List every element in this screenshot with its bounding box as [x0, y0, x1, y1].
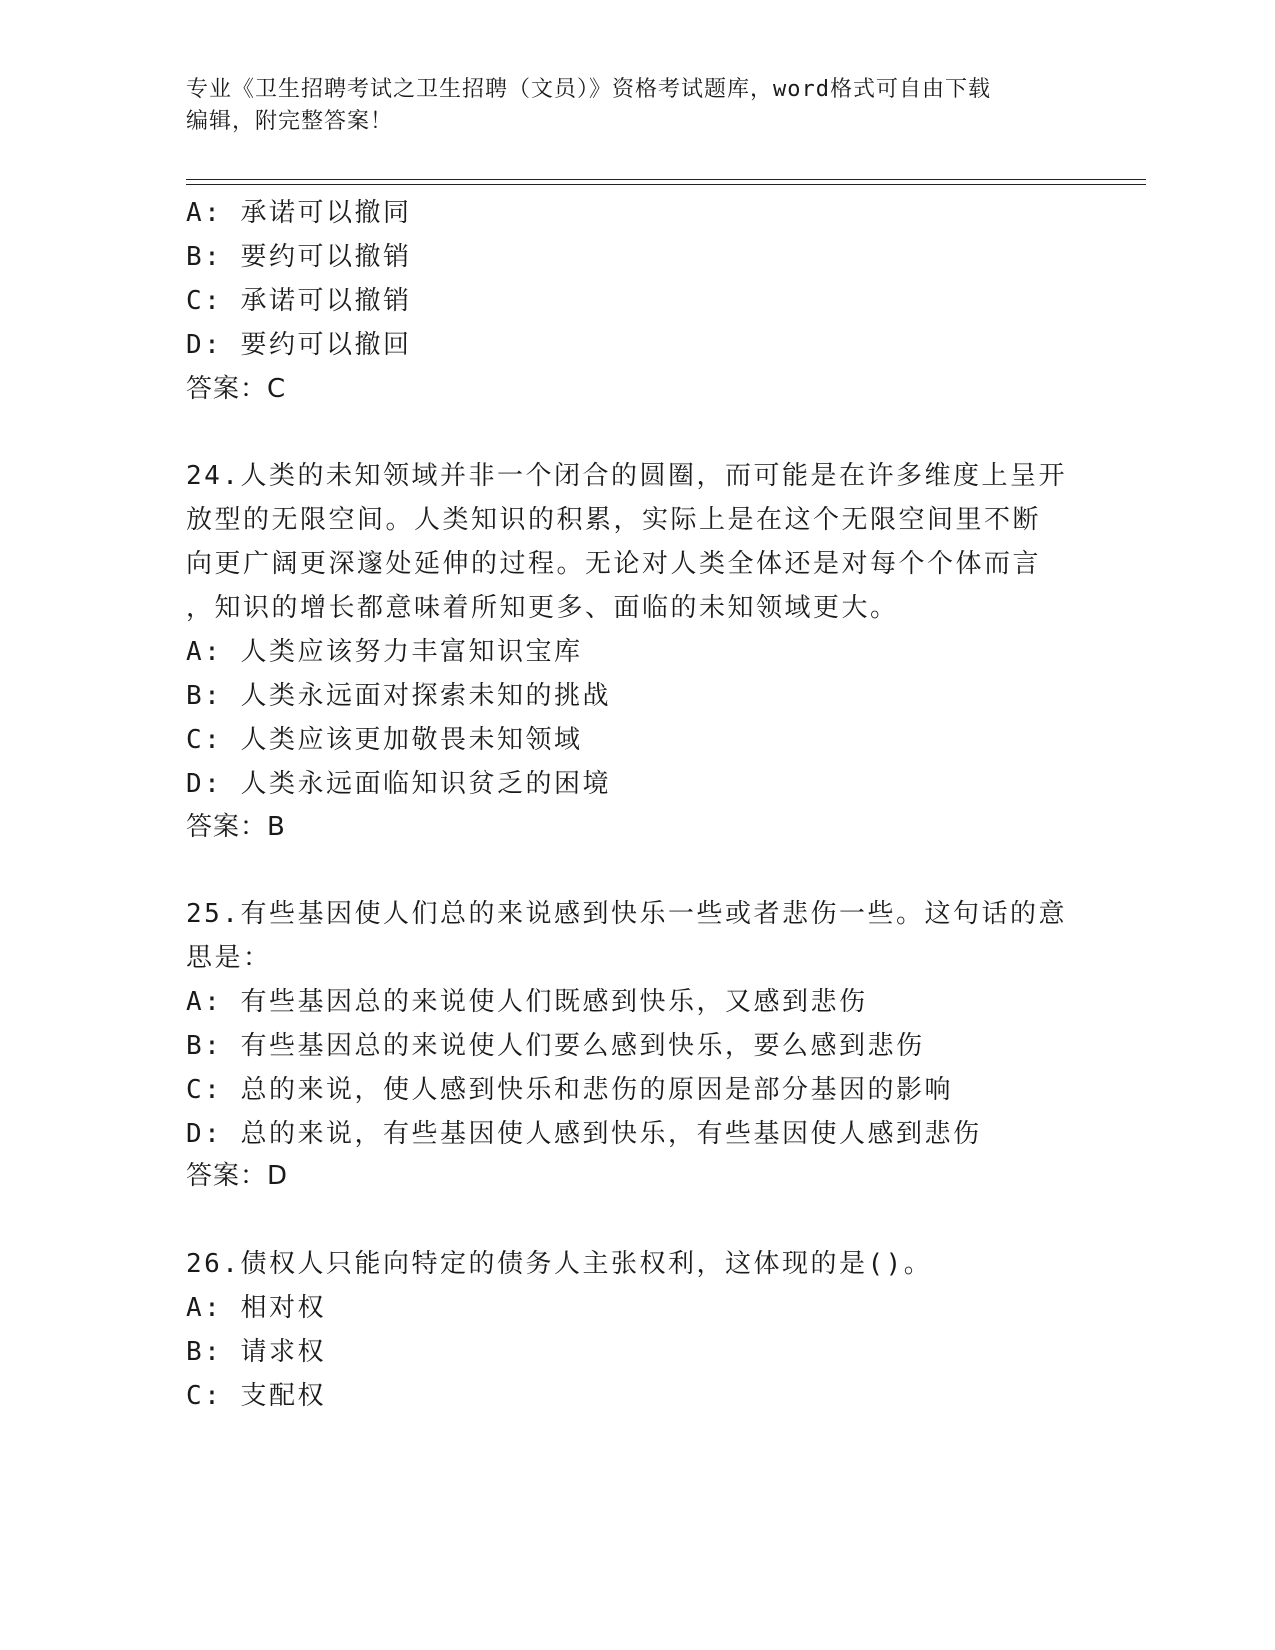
header-line-1: 专业《卫生招聘考试之卫生招聘（文员）》资格考试题库，word格式可自由下载: [186, 77, 991, 102]
option-a: A: 人类应该努力丰富知识宝库: [186, 637, 583, 667]
option-b: B: 要约可以撤销: [186, 242, 412, 272]
header-line-2: 编辑，附完整答案！: [186, 109, 394, 134]
answer-text: 答案：C: [186, 374, 287, 404]
option-d: D: 总的来说，有些基因使人感到快乐，有些基因使人感到悲伤: [186, 1119, 982, 1149]
question-stem-line: ，知识的增长都意味着所知更多、面临的未知领域更大。: [186, 593, 899, 623]
option-a: A: 相对权: [186, 1293, 326, 1323]
question-stem-line: 25.有些基因使人们总的来说感到快乐一些或者悲伤一些。这句话的意: [186, 899, 1067, 929]
question-stem-line: 26.债权人只能向特定的债务人主张权利，这体现的是()。: [186, 1249, 933, 1279]
question-stem-line: 24.人类的未知领域并非一个闭合的圆圈，而可能是在许多维度上呈开: [186, 461, 1067, 491]
option-c: C: 承诺可以撤销: [186, 286, 412, 316]
option-b: B: 请求权: [186, 1337, 326, 1367]
option-d: D: 人类永远面临知识贫乏的困境: [186, 769, 611, 799]
option-c: C: 总的来说，使人感到快乐和悲伤的原因是部分基因的影响: [186, 1075, 953, 1105]
option-c: C: 人类应该更加敬畏未知领域: [186, 725, 583, 755]
header-divider-bottom: [186, 184, 1146, 185]
question-stem-line: 向更广阔更深邃处延伸的过程。无论对人类全体还是对每个个体而言: [186, 549, 1042, 579]
option-a: A: 承诺可以撤同: [186, 198, 412, 228]
question-stem-line: 思是：: [186, 943, 272, 973]
option-b: B: 有些基因总的来说使人们要么感到快乐，要么感到悲伤: [186, 1031, 925, 1061]
option-c: C: 支配权: [186, 1381, 326, 1411]
option-b: B: 人类永远面对探索未知的挑战: [186, 681, 611, 711]
question-stem-line: 放型的无限空间。人类知识的积累，实际上是在这个无限空间里不断: [186, 505, 1042, 535]
option-d: D: 要约可以撤回: [186, 330, 412, 360]
option-a: A: 有些基因总的来说使人们既感到快乐，又感到悲伤: [186, 987, 868, 1017]
header-divider-top: [186, 179, 1146, 180]
document-header: [186, 74, 1066, 138]
answer-text: 答案：D: [186, 1161, 289, 1191]
answer-text: 答案：B: [186, 812, 286, 842]
